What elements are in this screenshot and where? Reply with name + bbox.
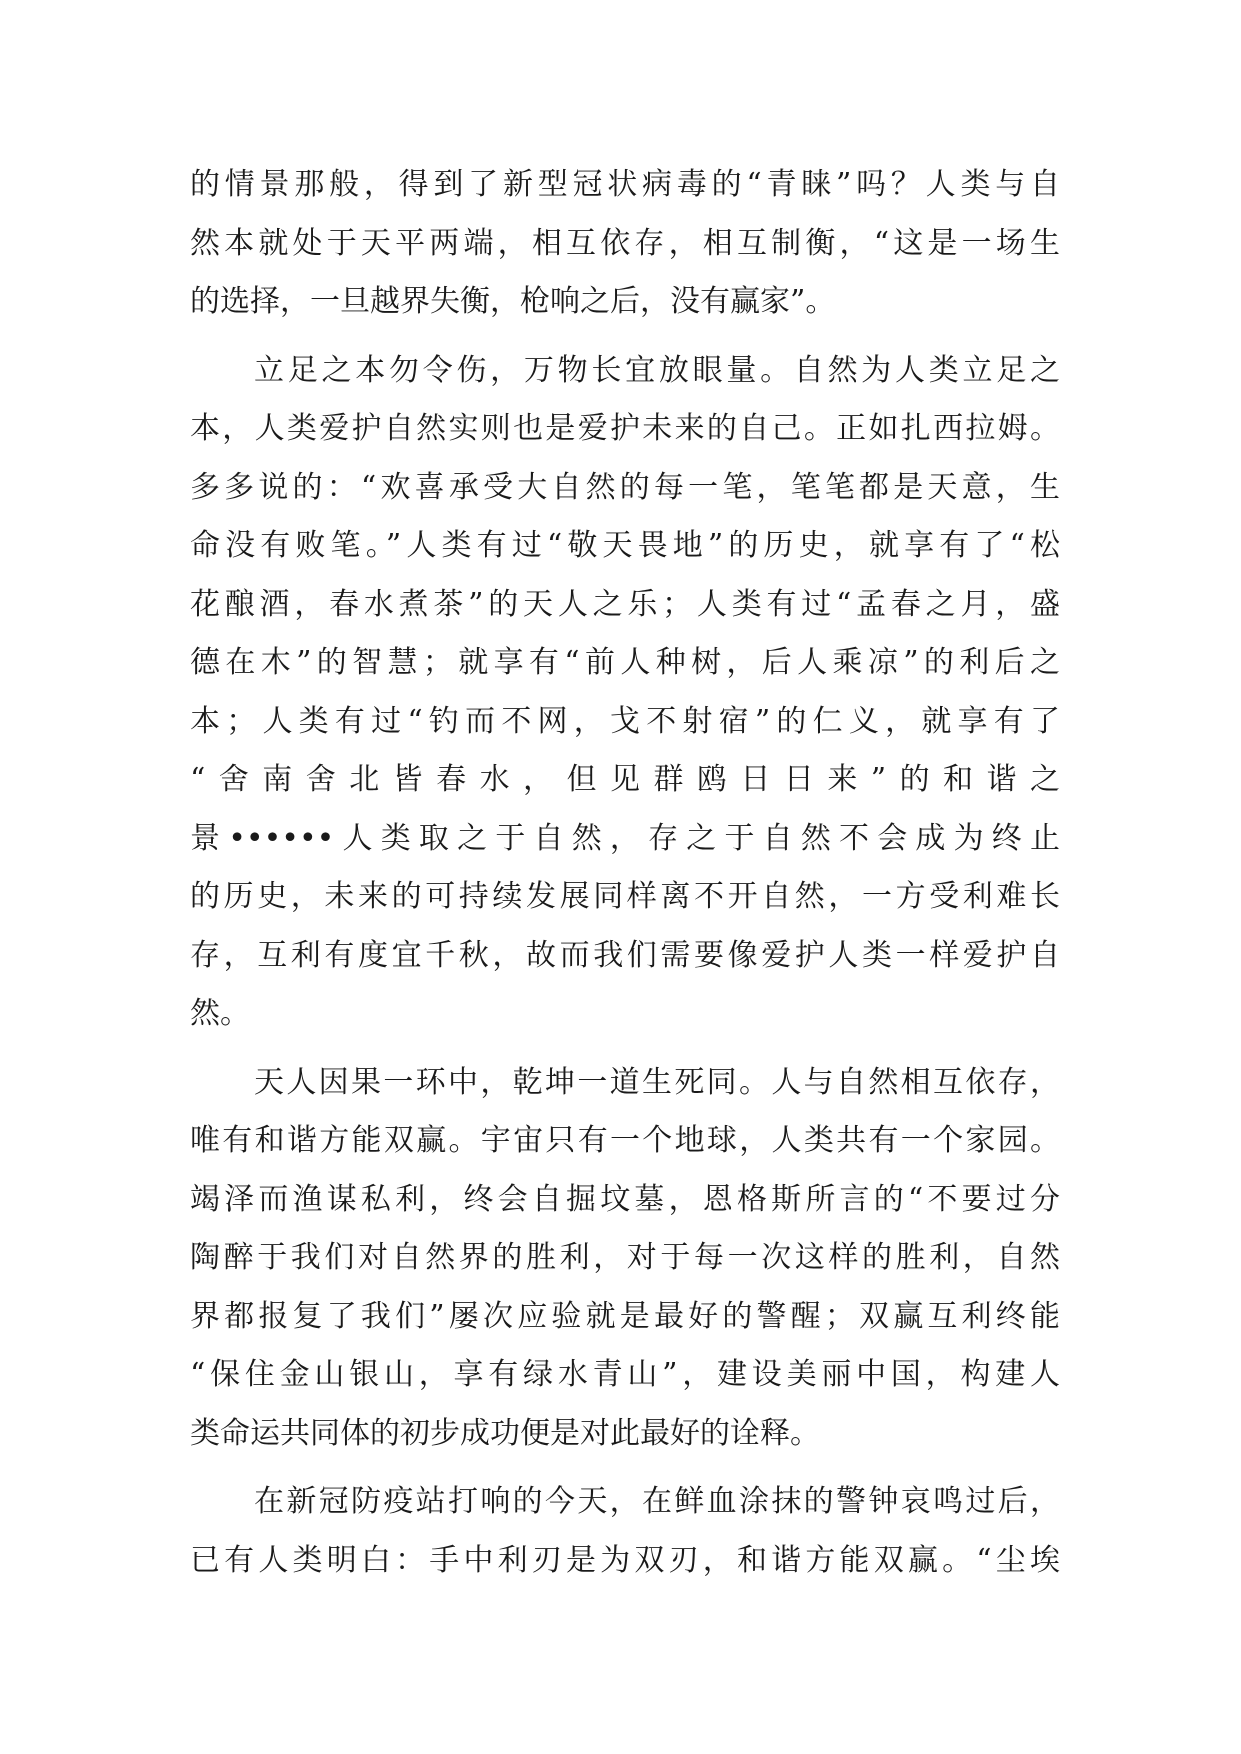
text-line: 界都报复了我们”屡次应验就是最好的警醒；双赢互利终能 <box>190 1298 1060 1334</box>
text-line: 花酿酒，春水煮茶”的天人之乐；人类有过“孟春之月，盛 <box>190 586 1060 622</box>
text-line: 然。 <box>190 996 250 1031</box>
text-line: 存，互利有度宜千秋，故而我们需要像爱护人类一样爱护自 <box>190 937 1060 973</box>
text-line: 然本就处于天平两端，相互依存，相互制衡，“这是一场生 <box>190 225 1060 261</box>
text-line: 陶醉于我们对自然界的胜利，对于每一次这样的胜利，自然 <box>190 1240 1060 1275</box>
paragraph <box>190 1473 1060 1590</box>
text-line: 多多说的：“欢喜承受大自然的每一笔，笔笔都是天意，生 <box>190 469 1060 505</box>
paragraph <box>190 1054 1060 1464</box>
text-line: 类命运共同体的初步成功便是对此最好的诠释。 <box>190 1415 820 1451</box>
text-line: “保住金山银山，享有绿水青山”，建设美丽中国，构建人 <box>190 1357 1060 1392</box>
paragraph <box>190 342 1060 1044</box>
text-line: 景••••••人类取之于自然，存之于自然不会成为终止 <box>190 820 1060 856</box>
body-text <box>190 156 1060 1590</box>
text-line: 天人因果一环中，乾坤一道生死同。人与自然相互依存， <box>254 1064 1060 1100</box>
text-line: “舍南舍北皆春水，但见群鸥日日来”的和谐之 <box>190 762 1060 797</box>
text-line: 的历史，未来的可持续发展同样离不开自然，一方受利难长 <box>190 879 1060 914</box>
text-line: 竭泽而渔谋私利，终会自掘坟墓，恩格斯所言的“不要过分 <box>190 1181 1060 1217</box>
text-line: 命没有败笔。”人类有过“敬天畏地”的历史，就享有了“松 <box>190 528 1060 563</box>
text-line: 立足之本勿令伤，万物长宜放眼量。自然为人类立足之 <box>254 352 1060 388</box>
text-line: 已有人类明白：手中利刃是为双刃，和谐方能双赢。“尘埃 <box>190 1542 1060 1578</box>
text-line: 本，人类爱护自然实则也是爱护未来的自己。正如扎西拉姆。 <box>190 411 1060 446</box>
paragraph <box>190 156 1060 332</box>
text-line: 唯有和谐方能双赢。宇宙只有一个地球，人类共有一个家园。 <box>190 1123 1060 1158</box>
text-line: 德在木”的智慧；就享有“前人种树，后人乘凉”的利后之 <box>190 645 1060 680</box>
text-line: 在新冠防疫站打响的今天，在鲜血涂抹的警钟哀鸣过后， <box>254 1484 1060 1519</box>
text-line: 的情景那般，得到了新型冠状病毒的“青睐”吗？人类与自 <box>190 167 1060 202</box>
text-line: 的选择，一旦越界失衡，枪响之后，没有赢家”。 <box>190 284 836 319</box>
text-line: 本；人类有过“钓而不网，戈不射宿”的仁义，就享有了 <box>190 703 1060 739</box>
